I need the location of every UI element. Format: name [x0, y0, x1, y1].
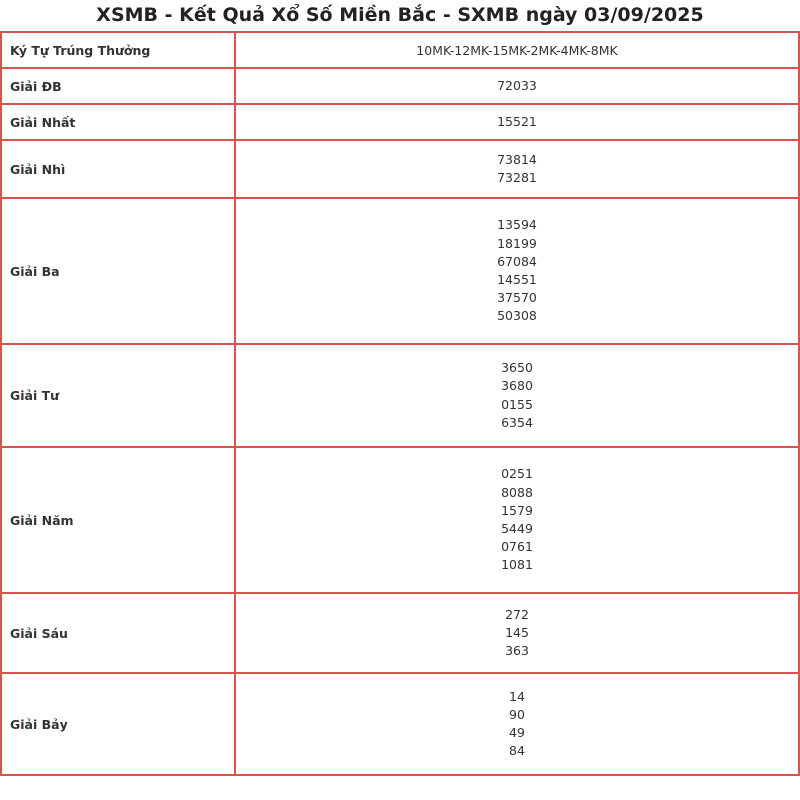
header-label: Ký Tự Trúng Thưởng — [1, 32, 235, 68]
prize-number: 3680 — [501, 378, 533, 394]
table-row — [1, 593, 799, 673]
prize-values — [235, 673, 799, 775]
prize-number: 18199 — [497, 235, 537, 251]
prize-values — [235, 447, 799, 593]
prize-values — [235, 344, 799, 447]
table-header-row — [1, 32, 799, 68]
prize-number: 50308 — [497, 308, 537, 324]
prize-values — [235, 104, 799, 140]
table-row — [1, 198, 799, 344]
page-title: XSMB - Kết Quả Xổ Số Miền Bắc - SXMB ngày 03/09/2025 — [96, 4, 704, 26]
prize-number: 272 — [505, 606, 529, 622]
prize-label: Giải Tư — [1, 344, 235, 447]
prize-values — [235, 198, 799, 344]
table-row — [1, 68, 799, 104]
prize-number: 5449 — [501, 521, 533, 536]
prize-number: 14551 — [497, 272, 537, 287]
prize-number: 1081 — [501, 557, 533, 573]
prize-values — [235, 68, 799, 104]
prize-number: 84 — [509, 743, 525, 759]
prize-label: Giải Nhì — [1, 140, 235, 198]
prize-number: 363 — [505, 643, 529, 659]
header-value: 10MK-12MK-15MK-2MK-4MK-8MK — [235, 32, 799, 68]
prize-number: 3650 — [501, 360, 533, 376]
prize-label: Giải Năm — [1, 447, 235, 593]
prize-number: 0761 — [501, 539, 533, 555]
prize-label: Giải Bảy — [1, 673, 235, 775]
table-row — [1, 447, 799, 593]
table-row — [1, 140, 799, 198]
prize-values — [235, 140, 799, 198]
prize-number: 1579 — [501, 502, 533, 518]
prize-number: 8088 — [501, 484, 533, 500]
table-row — [1, 104, 799, 140]
prize-number: 13594 — [497, 217, 537, 233]
prize-number: 0155 — [501, 396, 533, 412]
prize-number: 73814 — [497, 151, 537, 167]
prize-number: 15521 — [497, 113, 537, 129]
table-row — [1, 344, 799, 447]
prize-number: 72033 — [497, 77, 537, 93]
prize-number: 49 — [509, 725, 525, 740]
prize-number: 145 — [505, 624, 529, 640]
prize-values — [235, 593, 799, 673]
prize-number: 6354 — [501, 414, 533, 430]
prize-label: Giải ĐB — [1, 68, 235, 104]
prize-number: 90 — [509, 706, 525, 722]
prize-number: 73281 — [497, 170, 537, 185]
prize-number: 14 — [509, 688, 525, 704]
prize-label: Giải Sáu — [1, 593, 235, 673]
prize-number: 37570 — [497, 290, 537, 306]
prize-label: Giải Nhất — [1, 104, 235, 140]
results-table — [0, 31, 800, 776]
prize-label: Giải Ba — [1, 198, 235, 344]
prize-number: 67084 — [497, 253, 537, 269]
prize-number: 0251 — [501, 466, 533, 482]
table-row — [1, 673, 799, 775]
